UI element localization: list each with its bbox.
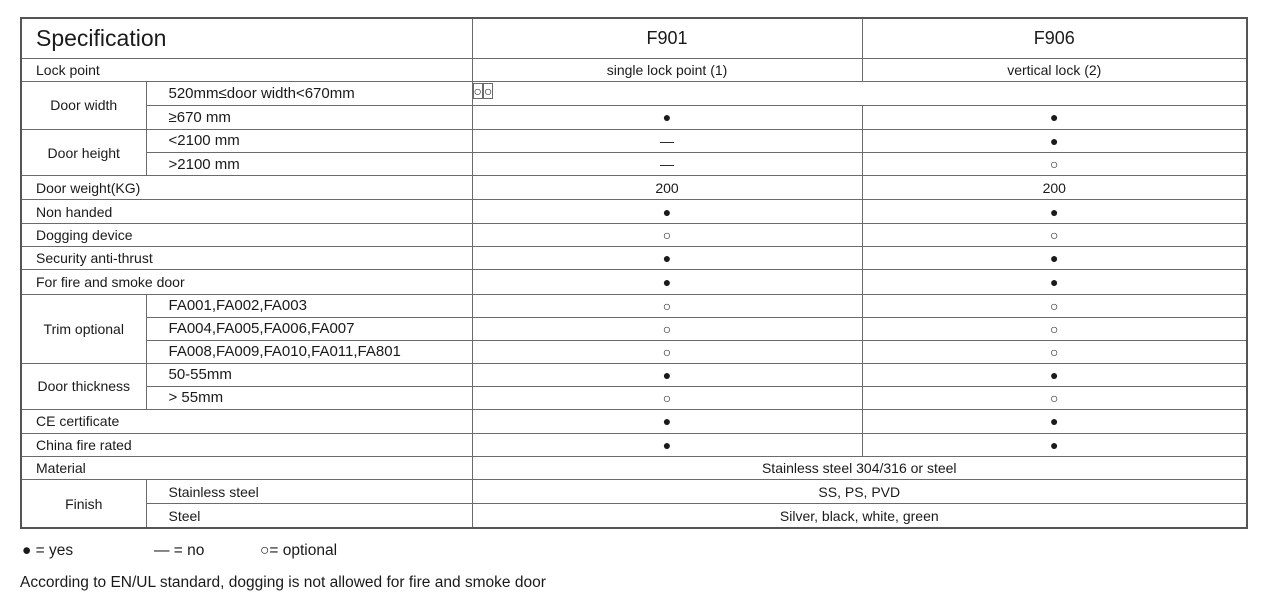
cell-value: 200 (862, 176, 1247, 200)
sub-label: 520mm≤door width<670mm (146, 81, 472, 105)
table-row (21, 340, 1247, 363)
yes-icon: ● (862, 129, 1247, 152)
yes-icon: ● (472, 434, 862, 457)
table-row (21, 317, 1247, 340)
footnote: According to EN/UL standard, dogging is not allowed for fire and smoke door (20, 574, 546, 591)
row-label-china-fire: China fire rated (21, 434, 472, 457)
yes-icon: ● (472, 247, 862, 270)
table-row (21, 81, 1247, 105)
sub-label: 50-55mm (146, 363, 472, 386)
cell-value: single lock point (1) (472, 58, 862, 81)
table-row (21, 386, 1247, 409)
row-label-ce: CE certificate (21, 409, 472, 433)
sub-label: <2100 mm (146, 129, 472, 152)
sub-label: > 55mm (146, 386, 472, 409)
optional-icon: ○ (472, 224, 862, 247)
sub-label: Stainless steel (146, 480, 472, 504)
yes-icon: ● (472, 409, 862, 433)
row-label-fire-smoke: For fire and smoke door (21, 270, 472, 294)
optional-icon: ○ (473, 82, 482, 99)
optional-icon: ○ (862, 153, 1247, 176)
table-row (21, 270, 1247, 294)
yes-icon: ● (472, 363, 862, 386)
optional-icon: ○ (472, 340, 862, 363)
sub-label: FA008,FA009,FA010,FA011,FA801 (146, 340, 472, 363)
row-label-material: Material (21, 457, 472, 480)
table-row (21, 247, 1247, 270)
no-icon: — (472, 153, 862, 176)
cell-value: vertical lock (2) (862, 58, 1247, 81)
table-row (21, 434, 1247, 457)
sub-label: FA001,FA002,FA003 (146, 294, 472, 317)
table-title: Specification (21, 18, 472, 58)
cell-value: 200 (472, 176, 862, 200)
optional-icon: ○ (483, 82, 493, 99)
yes-icon: ● (472, 270, 862, 294)
yes-icon: ● (472, 105, 862, 129)
group-label-trim: Trim optional (21, 294, 146, 363)
optional-icon: ○ (862, 340, 1247, 363)
group-label-thickness: Door thickness (21, 363, 146, 409)
optional-icon: ○ (472, 317, 862, 340)
optional-icon: ○ (862, 317, 1247, 340)
sub-label: FA004,FA005,FA006,FA007 (146, 317, 472, 340)
table-row (21, 457, 1247, 480)
optional-icon: ○ (862, 386, 1247, 409)
optional-icon: ○ (862, 294, 1247, 317)
sub-label: >2100 mm (146, 153, 472, 176)
table-row (21, 224, 1247, 247)
finish-value: SS, PS, PVD (472, 480, 1247, 504)
header-row (21, 18, 1247, 58)
table-row (21, 176, 1247, 200)
sub-label: ≥670 mm (146, 105, 472, 129)
table-row (21, 363, 1247, 386)
table-row (21, 200, 1247, 224)
specification-table (20, 17, 1248, 529)
table-row (21, 504, 1247, 528)
no-icon: — (472, 129, 862, 152)
optional-icon: ○ (862, 224, 1247, 247)
table-row (21, 153, 1247, 176)
row-label-lock-point: Lock point (21, 58, 472, 81)
legend-yes: ● = yes (22, 542, 74, 559)
table-row (21, 105, 1247, 129)
yes-icon: ● (862, 105, 1247, 129)
group-label-door-width: Door width (21, 81, 146, 129)
table-row (21, 58, 1247, 81)
group-label-finish: Finish (21, 480, 146, 528)
yes-icon: ● (862, 363, 1247, 386)
row-label-security: Security anti-thrust (21, 247, 472, 270)
yes-icon: ● (472, 200, 862, 224)
yes-icon: ● (862, 200, 1247, 224)
sub-label: Steel (146, 504, 472, 528)
model-f901-header: F901 (472, 18, 862, 58)
finish-value: Silver, black, white, green (472, 504, 1247, 528)
row-label-non-handed: Non handed (21, 200, 472, 224)
optional-icon: ○ (472, 294, 862, 317)
legend-no: — = no (154, 542, 205, 559)
yes-icon: ● (862, 270, 1247, 294)
row-label-door-weight: Door weight(KG) (21, 176, 472, 200)
table-row (21, 294, 1247, 317)
yes-icon: ● (862, 247, 1247, 270)
yes-icon: ● (862, 409, 1247, 433)
row-label-dogging-device: Dogging device (21, 224, 472, 247)
group-label-door-height: Door height (21, 129, 146, 175)
material-value: Stainless steel 304/316 or steel (472, 457, 1247, 480)
table-row (21, 409, 1247, 433)
yes-icon: ● (862, 434, 1247, 457)
optional-icon: ○ (472, 386, 862, 409)
model-f906-header: F906 (862, 18, 1247, 58)
table-row (21, 129, 1247, 152)
legend-optional: ○= optional (260, 542, 338, 559)
table-row (21, 480, 1247, 504)
